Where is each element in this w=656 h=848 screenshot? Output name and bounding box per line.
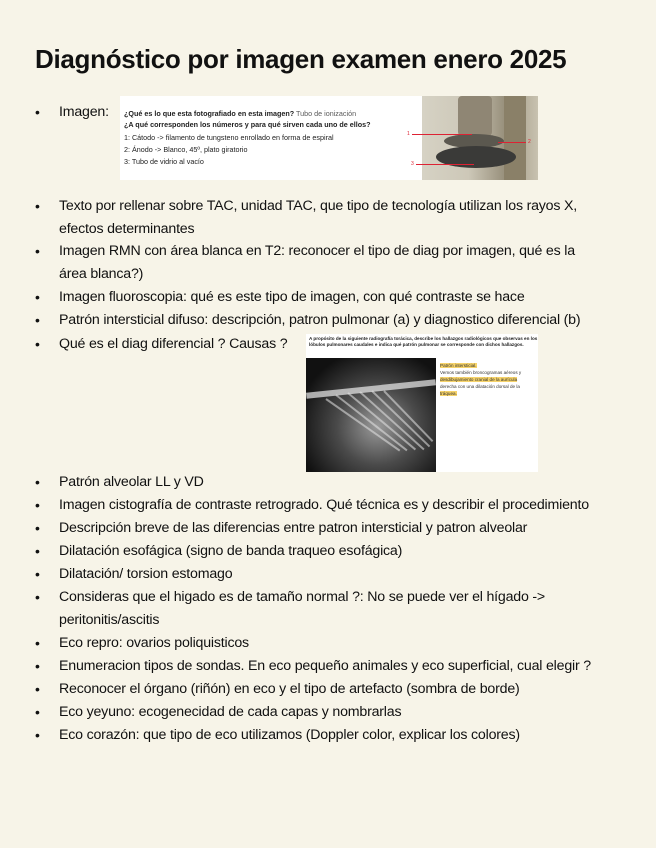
page-title: Diagnóstico por imagen examen enero 2025	[35, 44, 567, 74]
xray-tube-photo	[422, 96, 538, 180]
list-item: • Enumeracion tipos de sondas. En eco pequeño animales y eco superficial, cual elegir ?	[59, 655, 619, 678]
list-item: • Eco yeyuno: ecogenecidad de cada capas y nombrarlas	[59, 701, 619, 724]
list-item: • Patrón intersticial difuso: descripción, patron pulmonar (a) y diagnostico diferencial (b)	[59, 309, 619, 332]
list-item: • Imagen:	[59, 101, 619, 124]
annotation-number: 2	[528, 139, 531, 145]
radiograph-image	[306, 358, 436, 472]
list-item: • Qué es el diag diferencial ? Causas ?	[59, 333, 619, 356]
annotation-line	[412, 134, 472, 135]
xray-tube-figure	[120, 96, 538, 180]
thoracic-radiograph-figure	[306, 334, 538, 472]
figure-answer: Patrón intersticial. Vemos también broncogramas aéreos y desdibujamiento cranial de la aurícula derecha con una dilatación dorsal de la tráquea.	[440, 363, 522, 396]
list-item: • Eco repro: ovarios poliquisticos	[59, 632, 619, 655]
annotation-line	[498, 142, 526, 143]
annotation-number: 1	[407, 131, 410, 137]
figure-answer: 2: Ánodo -> Blanco, 45º, plato giratorio	[124, 145, 248, 154]
figure-caption: A propósito de la siguiente radiografía torácica, describe los hallazgos radiológicos que observas en los lóbulos pulmonares caudales e indica qué patrón pulmonar se corresponde con dichos hallazgos.	[309, 336, 538, 347]
list-item: • Dilatación/ torsion estomago	[59, 563, 619, 586]
figure-answer: 3: Tubo de vidrio al vacío	[124, 157, 204, 166]
list-item: • Reconocer el órgano (riñón) en eco y el tipo de artefacto (sombra de borde)	[59, 678, 619, 701]
figure-question: ¿Qué es lo que esta fotografiado en esta imagen? Tubo de ionización	[124, 109, 357, 118]
list-item: • Consideras que el higado es de tamaño normal ?: No se puede ver el hígado -> peritonitis/ascitis	[59, 586, 619, 632]
list-item: • Imagen fluoroscopia: qué es este tipo de imagen, con qué contraste se hace	[59, 286, 619, 309]
figure-answer: 1: Cátodo -> filamento de tungsteno enrollado en forma de espiral	[124, 133, 334, 142]
list-item: • Texto por rellenar sobre TAC, unidad TAC, que tipo de tecnología utilizan los rayos X, efectos determinantes	[59, 195, 619, 241]
list-item: • Descripción breve de las diferencias entre patron intersticial y patron alveolar	[59, 517, 619, 540]
annotation-number: 3	[411, 161, 414, 167]
annotation-line	[416, 164, 474, 165]
list-item: • Imagen RMN con área blanca en T2: reconocer el tipo de diag por imagen, qué es la área blanca?)	[59, 240, 619, 286]
list-item: • Patrón alveolar LL y VD	[59, 471, 619, 494]
list-item: • Dilatación esofágica (signo de banda traqueo esofágica)	[59, 540, 619, 563]
list-item: • Eco corazón: que tipo de eco utilizamos (Doppler color, explicar los colores)	[59, 724, 619, 747]
figure-question: ¿A qué corresponden los números y para qué sirven cada uno de ellos?	[124, 120, 371, 129]
list-item: • Imagen cistografía de contraste retrogrado. Qué técnica es y describir el procedimiento	[59, 494, 619, 517]
